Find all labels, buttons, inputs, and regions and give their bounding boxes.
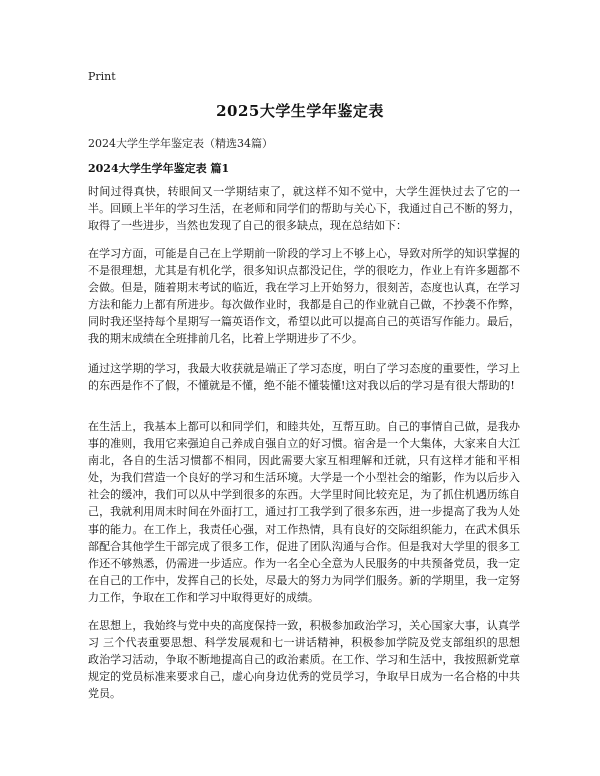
paragraph-intro: 时间过得真快，转眼间又一学期结束了，就这样不知不觉中，大学生涯快过去了它的一半。回顾上半年的学习生活，在老师和同学们的帮助与关心下，我通过自己不断的努力，取得了一些进步，当然也发现了自己的很多缺点，现在总结如下： [88,185,520,233]
paragraph-gain: 通过这学期的学习，我最大收获就是端正了学习态度，明白了学习态度的重要性，学习上的东西是作不了假，不懂就是不懂，绝不能不懂装懂!这对我以后的学习是有很大帮助的! [88,362,520,393]
paragraph-study: 在学习方面，可能是自己在上学期前一阶段的学习上不够上心，导致对所学的知识掌握的不是很理想，尤其是有机化学，很多知识点都没记住，学的很吃力，作业上有许多题都不会做。但是，随着期末考试的临近，我在学习上开始努力，很刻苦，态度也认真，在学习方法和能力上都有所进步。每次做作业时，我都是自己的作业就自己做，不抄袭不作弊，同时我还坚持每个星期写一篇英语作文，希望以此可以提高自己的英语写作能力。最后，我的期末成绩在全班排前几名，比着上学期进步了不少。 [88,247,520,346]
paragraph-thought: 在思想上，我始终与党中央的高度保持一致，积极参加政治学习，关心国家大事，认真学习 三个代表重要思想、科学发展观和七一讲话精神，积极参加学院及党支部组织的思想政治学习活动，争取不断地提高自己的政治素质。在工作、学习和生活中，我按照新党章规定的党员标准来要求自己，虚心向身边优秀的党员学习，争取早日成为一名合格的中共党员。 [88,619,520,701]
document-subtitle: 2024大学生学年鉴定表（精选34篇） [88,137,273,150]
page-title: 2025大学生学年鉴定表 [216,102,384,120]
paragraph-life: 在生活上，我基本上都可以和同学们，和睦共处，互帮互助。自己的事情自己做，是我办事的准则，我用它来强迫自己养成自强自立的好习惯。宿舍是一个大集体，大家来自大江南北，各自的生活习惯都不相同，因此需要大家互相理解和迁就，只有这样才能和平相处，为我们营造一个良好的学习和生活环境。大学是一个小型社会的缩影，作为以后步入社会的缓冲，我们可以从中学到很多的东西。大学里时间比较充足，为了抓住机遇历练自己，我就利用周末时间在外面打工，通过打工我学到了很多东西，进一步提高了我为人处事的能力。在工作上，我责任心强，对工作热情，具有良好的交际组织能力，在武术俱乐部配合其他学生干部完成了很多工作，促进了团队沟通与合作。但是我对大学里的很多工作还不够熟悉，仍需进一步适应。作为一名全心全意为人民服务的中共预备党员，我一定在自己的工作中，发挥自己的长处，尽最大的努力为同学们服务。新的学期里，我一定努力工作，争取在工作和学习中取得更好的成绩。 [88,420,520,604]
section-heading: 2024大学生学年鉴定表 篇1 [88,162,230,175]
print-link[interactable]: Print [88,70,116,83]
